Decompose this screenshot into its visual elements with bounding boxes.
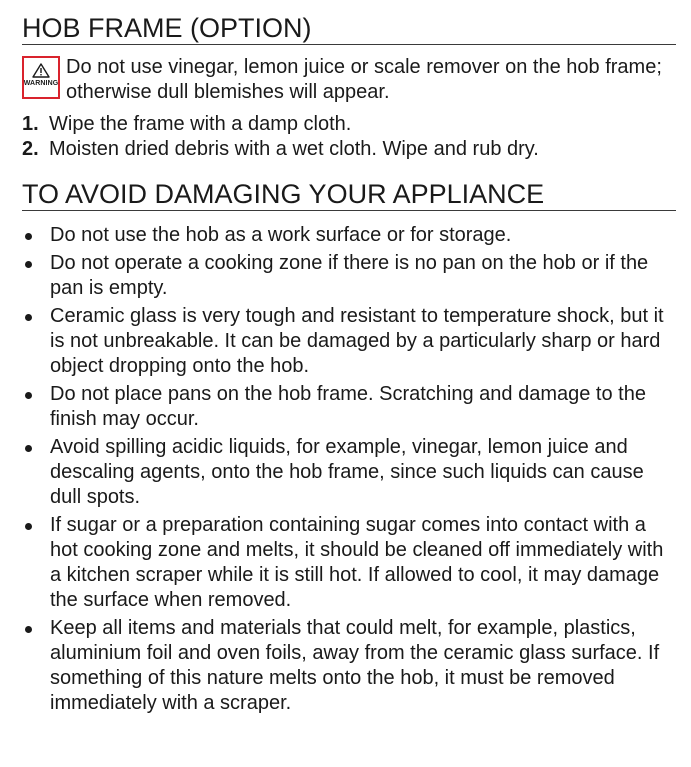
warning-text: Do not use vinegar, lemon juice or scale remover on the hob frame; otherwise dull blemishes will appear. [66, 56, 662, 103]
warning-label: WARNING [23, 80, 59, 87]
hob-frame-section [22, 12, 676, 162]
bullet-icon [25, 261, 32, 268]
avoid-damage-section [22, 178, 676, 716]
list-item [22, 251, 676, 301]
step-number: 1. [22, 113, 39, 135]
warning-note [22, 55, 676, 105]
hob-frame-title: HOB FRAME (OPTION) [22, 12, 676, 45]
document-page [22, 12, 676, 719]
warning-triangle-icon [32, 63, 50, 78]
avoid-damage-title: TO AVOID DAMAGING YOUR APPLIANCE [22, 178, 676, 211]
bullet-icon [25, 523, 32, 530]
step-text: Moisten dried debris with a wet cloth. Wipe and rub dry. [49, 138, 539, 160]
step-text: Wipe the frame with a damp cloth. [49, 113, 352, 135]
list-item-text: Do not use the hob as a work surface or for storage. [50, 224, 512, 246]
step-item [22, 137, 676, 162]
list-item [22, 382, 676, 432]
list-item-text: Keep all items and materials that could melt, for example, plastics, aluminium foil and oven foils, away from the ceramic glass surface. If something of this nature melts onto the hob, it must be removed immediately with a scraper. [50, 617, 660, 714]
step-item [22, 112, 676, 137]
list-item [22, 616, 676, 716]
list-item [22, 304, 676, 379]
list-item [22, 435, 676, 510]
bullet-icon [25, 392, 32, 399]
step-number: 2. [22, 138, 39, 160]
list-item-text: Do not place pans on the hob frame. Scratching and damage to the finish may occur. [50, 383, 646, 430]
warning-badge [22, 56, 60, 99]
list-item-text: Do not operate a cooking zone if there is no pan on the hob or if the pan is empty. [50, 252, 649, 299]
list-item-text: Ceramic glass is very tough and resistant to temperature shock, but it is not unbreakable. It can be damaged by a particularly sharp or hard object dropping onto the hob. [50, 305, 664, 377]
cleaning-steps [22, 112, 676, 162]
list-item [22, 223, 676, 248]
bullet-icon [25, 233, 32, 240]
bullet-icon [25, 626, 32, 633]
avoid-damage-list [22, 223, 676, 716]
list-item-text: Avoid spilling acidic liquids, for example, vinegar, lemon juice and descaling agents, onto the hob frame, since such liquids can cause dull spots. [50, 436, 644, 508]
bullet-icon [25, 445, 32, 452]
list-item [22, 513, 676, 613]
bullet-icon [25, 314, 32, 321]
list-item-text: If sugar or a preparation containing sugar comes into contact with a hot cooking zone and melts, it should be cleaned off immediately with a kitchen scraper while it is still hot. If allowed to cool, it may damage the surface when removed. [50, 514, 664, 611]
